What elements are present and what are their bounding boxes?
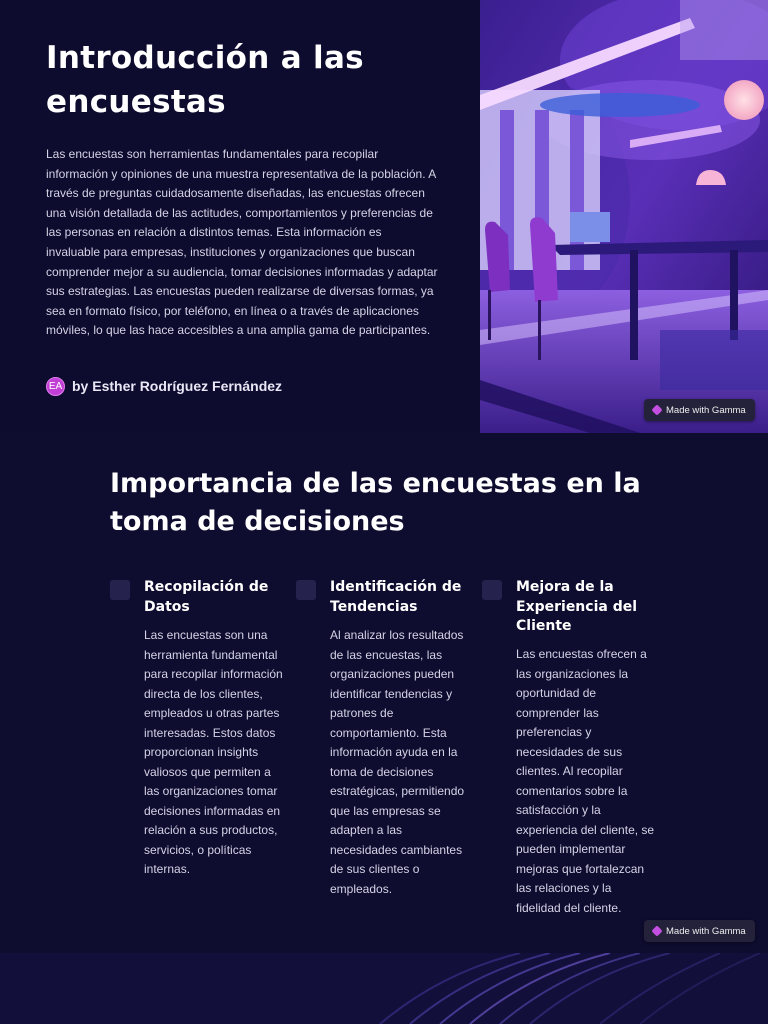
checkbox-icon	[482, 580, 502, 600]
office-illustration	[480, 0, 768, 433]
intro-paragraph: Las encuestas son herramientas fundamentales para recopilar información y opiniones de una muestra representativa de la población. A través de preguntas cuidadosamente diseñadas, las encuestas ofrecen una visión detallada de las actitudes, comportamientos y preferencias de las personas en relación a distintos temas. Esta información es invaluable para empresas, instituciones y organizaciones que buscan comprender mejor a su audiencia, tomar decisiones informadas y adaptar sus estrategias. Las encuestas pueden realizarse de diversas formas, ya sea en formato físico, por teléfono, en línea o a través de aplicaciones móviles, lo que las hace accesibles a una amplia gama de participantes.	[46, 147, 438, 338]
author-line	[46, 375, 282, 397]
section-title: Importancia de las encuestas en la toma de decisiones	[110, 468, 641, 537]
gamma-logo-icon	[651, 404, 662, 415]
checkbox-icon	[110, 580, 130, 600]
column-text: Las encuestas ofrecen a las organizaciones la oportunidad de comprender las preferencias y necesidades de sus clientes. Al recopilar comentarios sobre la satisfacción y la experiencia del cliente, se pueden implementar mejoras que fortalezcan las relaciones y la fidelidad del cliente.	[516, 647, 655, 915]
wave-decoration	[0, 953, 768, 1024]
checkbox-icon	[296, 580, 316, 600]
gamma-logo-icon	[651, 925, 662, 936]
badge-label: Made with Gamma	[666, 925, 746, 937]
avatar: EA	[46, 377, 65, 396]
slide-importance	[0, 433, 768, 953]
slide-introduction	[0, 0, 768, 433]
column-text: Las encuestas son una herramienta fundamental para recopilar información directa de los clientes, empleados u otras partes interesadas. Estos datos proporcionan insights valiosos que permiten a las organizaciones tomar decisiones informadas en relación a sus productos, servicios, o políticas internas.	[144, 628, 283, 876]
column-title: Mejora de la Experiencia del Cliente	[516, 579, 638, 634]
badge-label: Made with Gamma	[666, 404, 746, 416]
page-title: Introducción a las encuestas	[46, 40, 364, 120]
next-slide-preview	[0, 953, 768, 1024]
made-with-gamma-badge[interactable]	[644, 399, 755, 421]
made-with-gamma-badge[interactable]	[644, 920, 755, 942]
hero-illustration	[480, 0, 768, 433]
author-name: by Esther Rodríguez Fernández	[72, 378, 283, 394]
column-title: Recopilación de Datos	[144, 579, 269, 615]
column-text: Al analizar los resultados de las encuestas, las organizaciones pueden identificar tendencias y patrones de comportamiento. Esta información ayuda en la toma de decisiones estratégicas, permitiendo que las empresas se adapten a las necesidades cambiantes de sus clientes o empleados.	[330, 628, 465, 896]
column-title: Identificación de Tendencias	[330, 579, 462, 615]
